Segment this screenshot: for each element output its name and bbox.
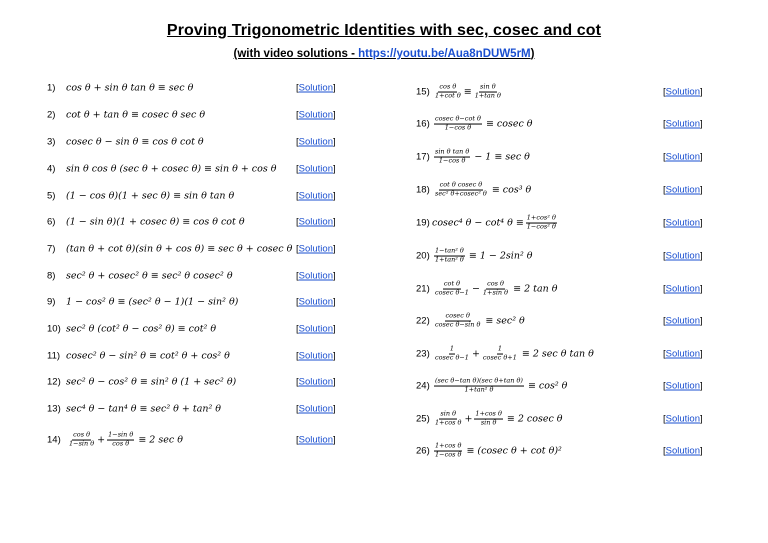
- question-number: 4): [47, 163, 56, 175]
- identity-expression: [432, 116, 533, 133]
- question-row: [416, 116, 533, 133]
- solution-button[interactable]: Solution: [298, 109, 333, 121]
- solution-button[interactable]: Solution: [298, 243, 333, 255]
- question-row: [47, 164, 276, 175]
- fraction-numerator: (sec θ−tan θ)(sec θ+tan θ): [435, 376, 523, 385]
- solution-button[interactable]: Solution: [665, 413, 700, 425]
- bracket-open: [: [296, 82, 299, 94]
- fraction-numerator: 1−tan² θ: [435, 246, 464, 255]
- expression-text: 1 − cos² θ ≡ (sec² θ − 1)(1 − sin² θ): [66, 296, 239, 308]
- solution-link: [663, 284, 703, 295]
- solution-button[interactable]: Solution: [298, 136, 333, 148]
- question-row: [416, 443, 562, 460]
- fraction-denominator: 1+cot θ: [435, 92, 461, 100]
- question-number: 25): [416, 413, 430, 425]
- solution-button[interactable]: Solution: [298, 296, 333, 308]
- fraction: [434, 182, 488, 199]
- bracket-close: ]: [699, 348, 703, 360]
- solution-button[interactable]: Solution: [665, 380, 700, 392]
- solution-link: [663, 251, 703, 262]
- expression-text: cos θ + sin θ tan θ ≡ sec θ: [66, 82, 194, 94]
- bracket-open: [: [663, 348, 666, 360]
- fraction: [434, 149, 470, 166]
- question-row: [416, 248, 533, 265]
- bracket-close: ]: [699, 250, 703, 262]
- expression-text: cosec² θ − sin² θ ≡ cot² θ + cos² θ: [66, 350, 230, 362]
- identity-expression: [66, 324, 216, 335]
- solution-link: [296, 83, 336, 94]
- question-number: 1): [47, 82, 56, 94]
- question-row: [416, 378, 567, 395]
- fraction-numerator: 1−sin θ: [108, 430, 134, 439]
- fraction-denominator: cos θ: [112, 440, 130, 448]
- bracket-close: ]: [699, 184, 703, 196]
- question-number: 6): [47, 216, 56, 228]
- question-number: 5): [47, 190, 56, 202]
- expression-text: sec² θ − cos² θ ≡ sin² θ (1 + sec² θ): [66, 376, 237, 388]
- expression-text: ≡ 2 cosec θ: [506, 413, 563, 425]
- bracket-open: [: [296, 136, 299, 148]
- bracket-open: [: [296, 109, 299, 121]
- bracket-open: [: [296, 323, 299, 335]
- expression-text: ≡ 2 sec θ: [138, 434, 183, 446]
- fraction-numerator: 1+cos θ: [435, 441, 462, 450]
- expression-text: (1 − sin θ)(1 + cosec θ) ≡ cos θ cot θ: [66, 216, 245, 228]
- identity-expression: [66, 164, 276, 175]
- question-number: 7): [47, 243, 56, 255]
- bracket-open: [: [296, 216, 299, 228]
- question-row: [416, 182, 531, 199]
- fraction-numerator: 1+cos² θ: [526, 213, 556, 222]
- bracket-close: ]: [332, 190, 336, 202]
- bracket-close: ]: [332, 109, 336, 121]
- fraction-denominator: 1−cos θ: [435, 451, 462, 459]
- bracket-open: [: [663, 184, 666, 196]
- solution-link: [296, 191, 336, 202]
- fraction-numerator: sin θ: [440, 409, 457, 418]
- fraction: [474, 84, 502, 101]
- bracket-open: [: [296, 243, 299, 255]
- bracket-open: [: [663, 86, 666, 98]
- bracket-close: ]: [699, 380, 703, 392]
- question-row: [47, 217, 245, 228]
- bracket-close: ]: [699, 86, 703, 98]
- solution-link: [296, 324, 336, 335]
- fraction-denominator: sec² θ+cosec² θ: [435, 190, 487, 198]
- identity-expression: [432, 313, 525, 330]
- solution-button[interactable]: Solution: [298, 270, 333, 282]
- fraction: [434, 411, 462, 428]
- fraction-numerator: cosec θ: [445, 311, 470, 320]
- bracket-open: [: [663, 283, 666, 295]
- identity-expression: [432, 443, 562, 460]
- solution-link: [663, 87, 703, 98]
- expression-text: sin θ cos θ (sec θ + cosec θ) ≡ sin θ + cos θ: [66, 163, 277, 175]
- solution-link: [296, 244, 336, 255]
- bracket-open: [: [663, 445, 666, 457]
- solution-button[interactable]: Solution: [665, 250, 700, 262]
- solution-button[interactable]: Solution: [665, 315, 700, 327]
- solution-button[interactable]: Solution: [665, 348, 700, 360]
- expression-operator: +: [97, 434, 106, 446]
- question-number: 18): [416, 184, 430, 196]
- expression-text: cosec⁴ θ − cot⁴ θ ≡: [432, 217, 524, 229]
- identity-expression: [66, 404, 221, 415]
- fraction-denominator: 1−cos θ: [444, 124, 472, 132]
- bracket-open: [: [663, 413, 666, 425]
- bracket-open: [: [663, 151, 666, 163]
- solution-button[interactable]: Solution: [298, 190, 333, 202]
- bracket-close: ]: [332, 403, 336, 415]
- question-number: 15): [416, 86, 430, 98]
- identity-expression: [66, 351, 230, 362]
- expression-operator: +: [471, 348, 480, 360]
- bracket-open: [: [296, 190, 299, 202]
- bracket-open: [: [296, 296, 299, 308]
- expression-text: sec² θ (cot² θ − cos² θ) ≡ cot² θ: [66, 323, 217, 335]
- expression-text: cosec θ − sin θ ≡ cos θ cot θ: [66, 136, 204, 148]
- bracket-close: ]: [332, 216, 336, 228]
- bracket-close: ]: [699, 445, 703, 457]
- question-number: 23): [416, 348, 430, 360]
- fraction-numerator: cos θ: [73, 430, 91, 439]
- solution-button[interactable]: Solution: [665, 184, 700, 196]
- question-number: 21): [416, 283, 430, 295]
- question-row: [47, 324, 216, 335]
- solution-link: [296, 271, 336, 282]
- fraction: [434, 378, 524, 395]
- solution-button[interactable]: Solution: [298, 434, 333, 446]
- bracket-close: ]: [699, 283, 703, 295]
- fraction-denominator: 1+tan² θ: [435, 256, 464, 264]
- expression-operator: +: [464, 413, 473, 425]
- solution-link: [296, 377, 336, 388]
- fraction-denominator: 1−cos² θ: [526, 223, 556, 231]
- identity-expression: [432, 182, 531, 199]
- solution-button[interactable]: Solution: [298, 216, 333, 228]
- fraction: [434, 346, 470, 363]
- question-row: [416, 346, 594, 363]
- fraction-denominator: sin θ: [480, 419, 497, 427]
- solution-link: [663, 218, 703, 229]
- solution-button[interactable]: Solution: [665, 445, 700, 457]
- solution-button[interactable]: Solution: [298, 403, 333, 415]
- solution-link: [296, 297, 336, 308]
- question-row: [416, 411, 563, 428]
- fraction-numerator: 1: [449, 344, 455, 353]
- question-row: [416, 215, 559, 232]
- fraction-numerator: cot θ: [443, 279, 461, 288]
- fraction: [434, 116, 482, 133]
- fraction-denominator: cosec θ−1: [435, 354, 469, 362]
- identity-expression: [66, 271, 233, 282]
- question-number: 8): [47, 270, 56, 282]
- solution-link: [663, 414, 703, 425]
- fraction-numerator: cos θ: [439, 82, 457, 91]
- question-row: [47, 297, 238, 308]
- fraction: [482, 346, 518, 363]
- solution-link: [663, 349, 703, 360]
- question-row: [416, 281, 557, 298]
- question-number: 9): [47, 296, 56, 308]
- fraction-numerator: cosec θ−cot θ: [435, 114, 481, 123]
- solution-button[interactable]: Solution: [665, 118, 700, 130]
- expression-operator: ≡: [463, 86, 472, 98]
- solution-link: [296, 351, 336, 362]
- solution-link: [663, 316, 703, 327]
- identity-expression: [432, 149, 530, 166]
- bracket-close: ]: [699, 413, 703, 425]
- fraction-denominator: 1+tan θ: [474, 92, 501, 100]
- fraction: [434, 248, 465, 265]
- bracket-open: [: [663, 118, 666, 130]
- identity-expression: [432, 248, 533, 265]
- question-row: [416, 149, 530, 166]
- solution-button[interactable]: Solution: [665, 217, 700, 229]
- identity-expression: [66, 83, 193, 94]
- fraction-denominator: cosec θ−1: [435, 289, 469, 297]
- bracket-open: [: [663, 217, 666, 229]
- identity-expression: [432, 84, 504, 101]
- expression-text: ≡ 2 sec θ tan θ: [521, 348, 594, 360]
- question-number: 22): [416, 315, 430, 327]
- question-row: [47, 377, 236, 388]
- fraction-denominator: 1−sin θ: [69, 440, 95, 448]
- expression-text: ≡ cos³ θ: [491, 184, 532, 196]
- solution-link: [663, 185, 703, 196]
- solution-link: [663, 152, 703, 163]
- expression-text: ≡ cosec θ: [485, 118, 533, 130]
- question-row: [47, 351, 230, 362]
- question-row: [47, 83, 193, 94]
- solution-button[interactable]: Solution: [298, 323, 333, 335]
- fraction-numerator: sin θ: [480, 82, 496, 91]
- solution-button[interactable]: Solution: [298, 82, 333, 94]
- fraction-denominator: 1+sin θ: [482, 289, 509, 297]
- fraction: [526, 215, 557, 232]
- question-row: [47, 271, 233, 282]
- fraction-numerator: 1+cos θ: [475, 409, 502, 418]
- question-number: 24): [416, 380, 430, 392]
- expression-text: ≡ sec² θ: [485, 315, 525, 327]
- bracket-open: [: [663, 380, 666, 392]
- bracket-close: ]: [332, 350, 336, 362]
- identity-expression: [66, 377, 236, 388]
- identity-expression: [432, 215, 559, 232]
- question-number: 17): [416, 151, 430, 163]
- question-number: 19): [416, 217, 430, 229]
- fraction: [474, 411, 502, 428]
- fraction-denominator: 1−cos θ: [438, 157, 466, 165]
- page-title: Proving Trigonometric Identities with sec, cosec and cot: [166, 22, 602, 39]
- bracket-close: ]: [699, 315, 703, 327]
- solution-button[interactable]: Solution: [298, 376, 333, 388]
- question-row: [47, 191, 234, 202]
- identity-expression: [66, 191, 234, 202]
- question-row: [47, 432, 183, 449]
- expression-text: ≡ (cosec θ + cot θ)²: [466, 445, 562, 457]
- identity-expression: [432, 346, 594, 363]
- fraction-numerator: 1: [497, 344, 502, 353]
- question-number: 20): [416, 250, 430, 262]
- expression-text: − 1 ≡ sec θ: [474, 151, 530, 163]
- bracket-open: [: [296, 163, 299, 175]
- solution-link: [296, 404, 336, 415]
- bracket-open: [: [296, 376, 299, 388]
- bracket-open: [: [296, 434, 299, 446]
- question-number: 3): [47, 136, 56, 148]
- bracket-open: [: [296, 403, 299, 415]
- bracket-close: ]: [332, 323, 336, 335]
- bracket-close: ]: [332, 296, 336, 308]
- fraction: [434, 313, 481, 330]
- subtitle-suffix: ): [530, 48, 535, 60]
- expression-text: (1 − cos θ)(1 + sec θ) ≡ sin θ tan θ: [66, 190, 235, 202]
- identity-expression: [66, 137, 204, 148]
- expression-text: sec⁴ θ − tan⁴ θ ≡ sec² θ + tan² θ: [66, 403, 222, 415]
- expression-operator: −: [471, 283, 480, 295]
- identity-expression: [432, 281, 557, 298]
- bracket-close: ]: [332, 270, 336, 282]
- solution-link: [663, 119, 703, 130]
- solution-link: [296, 217, 336, 228]
- solution-link: [663, 381, 703, 392]
- question-row: [416, 313, 525, 330]
- bracket-close: ]: [332, 376, 336, 388]
- identity-expression: [66, 110, 205, 121]
- fraction: [482, 281, 509, 298]
- question-number: 26): [416, 445, 430, 457]
- expression-text: ≡ 1 − 2sin² θ: [468, 250, 533, 262]
- bracket-open: [: [296, 350, 299, 362]
- identity-expression: [66, 432, 183, 449]
- fraction-numerator: cot θ cosec θ: [439, 180, 483, 189]
- identity-expression: [66, 217, 245, 228]
- identity-expression: [432, 411, 563, 428]
- question-number: 16): [416, 118, 430, 130]
- identity-expression: [432, 378, 567, 395]
- fraction: [434, 281, 470, 298]
- fraction-denominator: 1+cos θ: [435, 419, 462, 427]
- solution-link: [296, 110, 336, 121]
- question-row: [47, 404, 221, 415]
- question-row: [47, 244, 292, 255]
- bracket-open: [: [663, 250, 666, 262]
- fraction-denominator: cosec θ+1: [482, 354, 517, 362]
- bracket-close: ]: [699, 118, 703, 130]
- fraction-denominator: 1+tan² θ: [464, 386, 494, 394]
- question-number: 13): [47, 403, 61, 415]
- solution-link: [296, 137, 336, 148]
- expression-text: (tan θ + cot θ)(sin θ + cos θ) ≡ sec θ + cosec θ: [66, 243, 293, 255]
- fraction: [434, 443, 462, 460]
- solution-link: [296, 435, 336, 446]
- solution-button[interactable]: Solution: [298, 350, 333, 362]
- question-number: 2): [47, 109, 56, 121]
- page-subtitle: [0, 48, 768, 60]
- solution-button[interactable]: Solution: [298, 163, 333, 175]
- solution-link: [663, 446, 703, 457]
- expression-text: cot θ + tan θ ≡ cosec θ sec θ: [66, 109, 206, 121]
- question-row: [416, 84, 504, 101]
- fraction-numerator: sin θ tan θ: [435, 147, 470, 156]
- expression-text: sec² θ + cosec² θ ≡ sec² θ cosec² θ: [66, 270, 233, 282]
- solution-button[interactable]: Solution: [665, 151, 700, 163]
- question-row: [47, 110, 205, 121]
- bracket-close: ]: [332, 243, 336, 255]
- bracket-close: ]: [332, 434, 336, 446]
- bracket-close: ]: [332, 163, 336, 175]
- solution-button[interactable]: Solution: [665, 283, 700, 295]
- bracket-close: ]: [332, 136, 336, 148]
- expression-text: ≡ cos² θ: [527, 380, 568, 392]
- video-solutions-link[interactable]: https://youtu.be/Aua8nDUW5rM: [358, 48, 531, 60]
- question-number: 12): [47, 376, 61, 388]
- identity-expression: [66, 244, 292, 255]
- bracket-close: ]: [699, 151, 703, 163]
- question-number: 10): [47, 323, 61, 335]
- bracket-close: ]: [699, 217, 703, 229]
- fraction: [68, 432, 95, 449]
- question-number: 14): [47, 434, 61, 446]
- bracket-open: [: [663, 315, 666, 327]
- solution-link: [296, 164, 336, 175]
- subtitle-prefix: (with video solutions -: [233, 48, 359, 60]
- identity-expression: [66, 297, 238, 308]
- bracket-close: ]: [332, 82, 336, 94]
- fraction: [107, 432, 134, 449]
- fraction-denominator: cosec θ−sin θ: [435, 321, 481, 329]
- question-row: [47, 137, 204, 148]
- expression-text: ≡ 2 tan θ: [513, 283, 558, 295]
- fraction: [434, 84, 462, 101]
- solution-button[interactable]: Solution: [665, 86, 700, 98]
- bracket-open: [: [296, 270, 299, 282]
- fraction-numerator: cos θ: [487, 279, 504, 288]
- question-number: 11): [47, 350, 61, 362]
